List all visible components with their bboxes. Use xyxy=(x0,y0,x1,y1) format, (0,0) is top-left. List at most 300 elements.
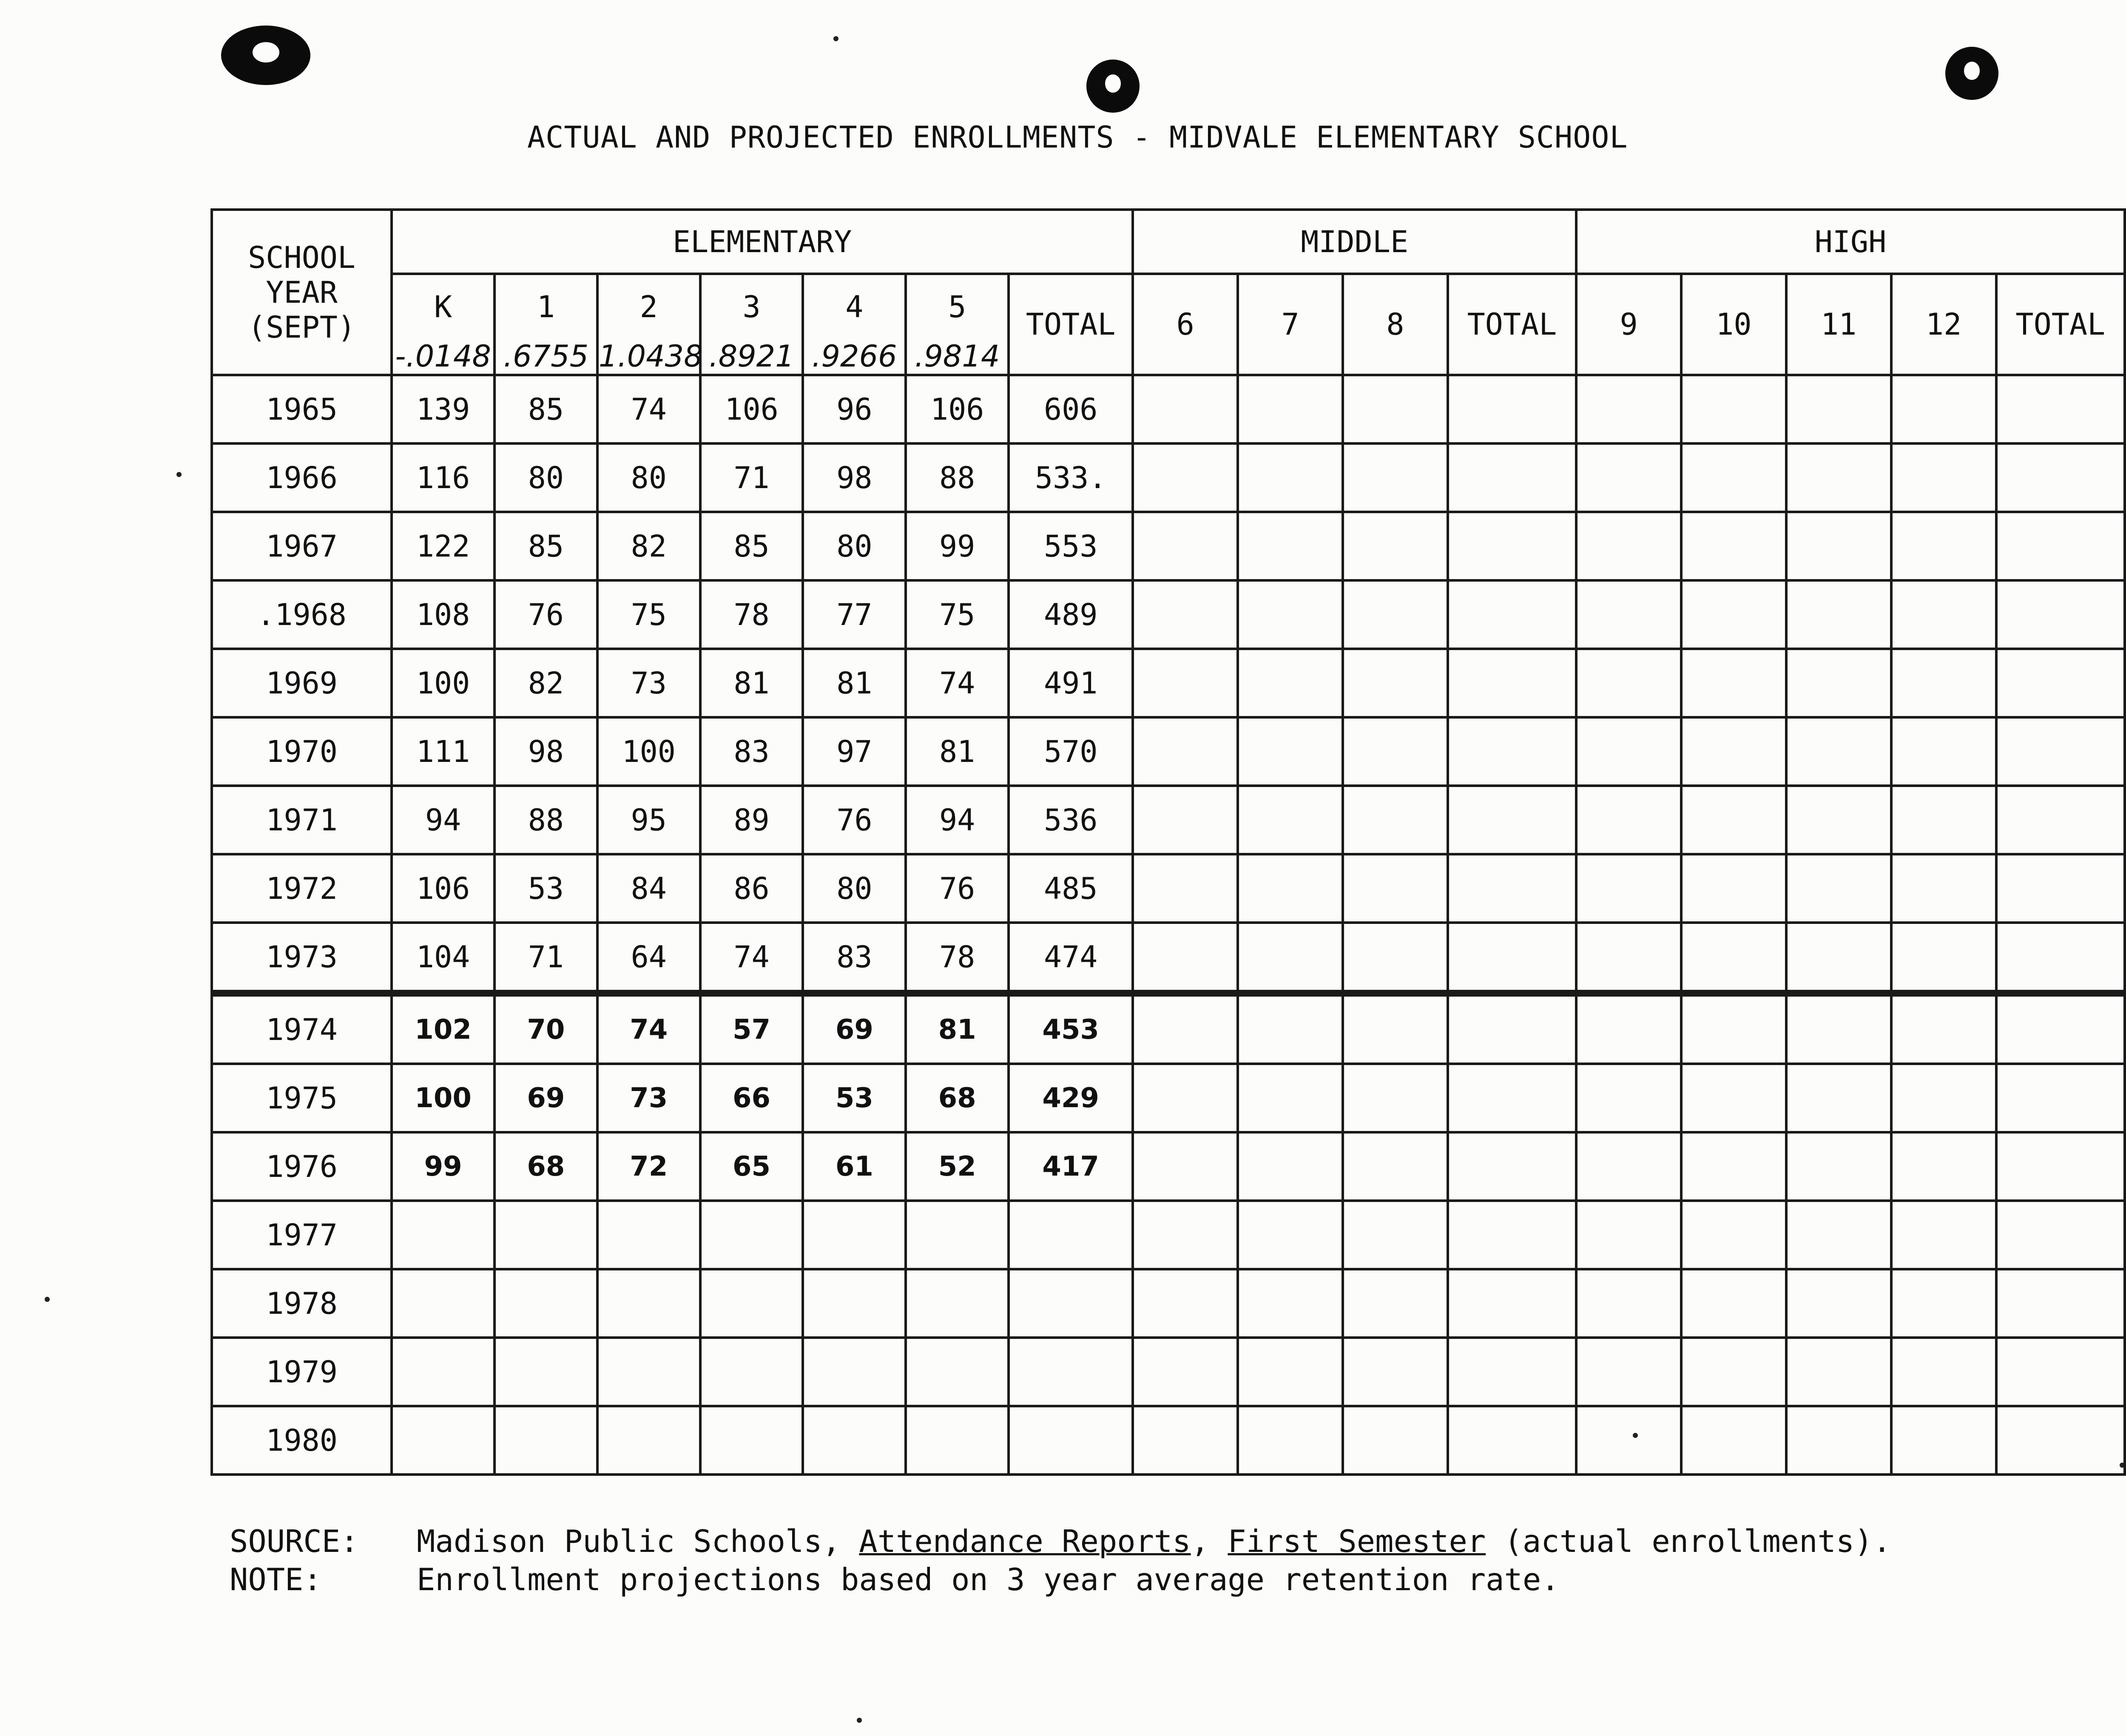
enrollment-cell-grade-3 xyxy=(700,1269,803,1338)
enrollment-cell-grade-10 xyxy=(1681,923,1786,993)
school-year-cell: 1971 xyxy=(212,786,392,854)
source-report-name: Attendance Reports xyxy=(859,1523,1191,1559)
school-year-cell: 1969 xyxy=(212,649,392,717)
enrollment-cell-middle-total xyxy=(1448,1201,1576,1269)
enrollment-cell-grade-11 xyxy=(1786,1064,1891,1132)
enrollment-cell-grade-5 xyxy=(906,1406,1009,1475)
enrollment-cell-grade-6 xyxy=(1133,375,1238,443)
col-header-grade-5: 5 xyxy=(906,274,1009,339)
enrollment-cell-grade-6 xyxy=(1133,443,1238,512)
enrollment-cell-grade-7 xyxy=(1238,512,1343,580)
enrollment-cell-grade-7 xyxy=(1238,443,1343,512)
enrollment-cell-elementary-total xyxy=(1009,1406,1133,1475)
enrollment-cell-grade-7 xyxy=(1238,1269,1343,1338)
enrollment-cell-elementary-total: 570 xyxy=(1009,717,1133,786)
enrollment-cell-grade-12 xyxy=(1891,786,1996,854)
enrollment-cell-grade-9 xyxy=(1576,1064,1681,1132)
school-year-cell: 1973 xyxy=(212,923,392,993)
enrollment-cell-grade-11 xyxy=(1786,1406,1891,1475)
enrollment-cell-grade-4: 76 xyxy=(803,786,906,854)
enrollment-cell-k: 111 xyxy=(392,717,495,786)
enrollment-cell-grade-4: 80 xyxy=(803,854,906,923)
enrollment-cell-grade-9 xyxy=(1576,854,1681,923)
enrollment-cell-grade-5 xyxy=(906,1269,1009,1338)
enrollment-cell-high-total xyxy=(1996,786,2125,854)
enrollment-cell-k xyxy=(392,1269,495,1338)
note-text: Enrollment projections based on 3 year average retention rate. xyxy=(417,1562,1560,1597)
source-line xyxy=(230,1522,1891,1560)
enrollment-cell-grade-1 xyxy=(495,1338,597,1406)
enrollment-cell-grade-10 xyxy=(1681,717,1786,786)
col-header-grade-4: 4 xyxy=(803,274,906,339)
enrollment-cell-grade-1: 68 xyxy=(495,1132,597,1201)
enrollment-cell-grade-3: 78 xyxy=(700,580,803,649)
enrollment-cell-grade-6 xyxy=(1133,1338,1238,1406)
punch-hole-left xyxy=(221,26,310,85)
enrollment-cell-grade-1: 98 xyxy=(495,717,597,786)
enrollment-cell-grade-9 xyxy=(1576,923,1681,993)
enrollment-cell-k: 94 xyxy=(392,786,495,854)
enrollment-cell-grade-6 xyxy=(1133,1269,1238,1338)
enrollment-cell-grade-4 xyxy=(803,1201,906,1269)
middle-group-header: MIDDLE xyxy=(1133,210,1576,274)
enrollment-cell-grade-4: 96 xyxy=(803,375,906,443)
table-row xyxy=(212,717,2125,786)
table-row xyxy=(212,649,2125,717)
enrollment-cell-grade-10 xyxy=(1681,854,1786,923)
enrollment-cell-grade-8 xyxy=(1343,993,1448,1064)
enrollment-cell-grade-12 xyxy=(1891,512,1996,580)
enrollment-cell-grade-11 xyxy=(1786,512,1891,580)
enrollment-cell-grade-10 xyxy=(1681,1132,1786,1201)
enrollment-cell-grade-3: 71 xyxy=(700,443,803,512)
col-header-grade-6: 6 xyxy=(1133,274,1238,375)
table-row xyxy=(212,1269,2125,1338)
enrollment-cell-middle-total xyxy=(1448,375,1576,443)
enrollment-cell-grade-6 xyxy=(1133,923,1238,993)
enrollment-cell-grade-10 xyxy=(1681,580,1786,649)
table-row xyxy=(212,786,2125,854)
enrollment-cell-grade-8 xyxy=(1343,786,1448,854)
enrollment-cell-grade-12 xyxy=(1891,649,1996,717)
enrollment-cell-grade-3 xyxy=(700,1338,803,1406)
speck xyxy=(857,1718,862,1723)
enrollment-cell-grade-11 xyxy=(1786,854,1891,923)
enrollment-cell-grade-11 xyxy=(1786,1269,1891,1338)
enrollment-cell-grade-2 xyxy=(597,1406,700,1475)
enrollment-cell-grade-8 xyxy=(1343,1269,1448,1338)
enrollment-cell-grade-2 xyxy=(597,1338,700,1406)
enrollment-cell-elementary-total xyxy=(1009,1201,1133,1269)
enrollment-table-body xyxy=(212,375,2125,1475)
enrollment-cell-grade-6 xyxy=(1133,649,1238,717)
school-year-cell: 1965 xyxy=(212,375,392,443)
enrollment-cell-k: 116 xyxy=(392,443,495,512)
enrollment-cell-middle-total xyxy=(1448,854,1576,923)
enrollment-cell-grade-4: 53 xyxy=(803,1064,906,1132)
enrollment-cell-grade-2: 75 xyxy=(597,580,700,649)
enrollment-cell-grade-4: 81 xyxy=(803,649,906,717)
enrollment-cell-grade-12 xyxy=(1891,993,1996,1064)
enrollment-cell-grade-4: 83 xyxy=(803,923,906,993)
enrollment-cell-high-total xyxy=(1996,854,2125,923)
enrollment-cell-k xyxy=(392,1201,495,1269)
enrollment-cell-grade-3: 86 xyxy=(700,854,803,923)
enrollment-cell-grade-3: 66 xyxy=(700,1064,803,1132)
enrollment-cell-grade-9 xyxy=(1576,1269,1681,1338)
enrollment-cell-middle-total xyxy=(1448,1132,1576,1201)
enrollment-cell-grade-7 xyxy=(1238,1338,1343,1406)
enrollment-cell-k: 139 xyxy=(392,375,495,443)
school-year-header xyxy=(212,210,392,375)
enrollment-cell-grade-6 xyxy=(1133,854,1238,923)
speck xyxy=(176,472,182,477)
enrollment-cell-grade-10 xyxy=(1681,649,1786,717)
enrollment-cell-grade-11 xyxy=(1786,717,1891,786)
enrollment-cell-grade-5: 68 xyxy=(906,1064,1009,1132)
enrollment-cell-grade-12 xyxy=(1891,923,1996,993)
enrollment-cell-grade-1: 85 xyxy=(495,375,597,443)
enrollment-cell-grade-5: 81 xyxy=(906,993,1009,1064)
enrollment-cell-grade-8 xyxy=(1343,443,1448,512)
school-year-cell: 1975 xyxy=(212,1064,392,1132)
enrollment-cell-grade-9 xyxy=(1576,443,1681,512)
enrollment-cell-grade-12 xyxy=(1891,580,1996,649)
table-footer xyxy=(230,1522,1891,1599)
retention-rate-grade-5: .9814 xyxy=(906,339,1009,375)
enrollment-cell-grade-9 xyxy=(1576,717,1681,786)
enrollment-cell-grade-5 xyxy=(906,1338,1009,1406)
col-header-grade-10: 10 xyxy=(1681,274,1786,375)
enrollment-cell-grade-6 xyxy=(1133,580,1238,649)
enrollment-cell-grade-11 xyxy=(1786,923,1891,993)
enrollment-cell-grade-10 xyxy=(1681,1406,1786,1475)
school-year-cell: 1966 xyxy=(212,443,392,512)
table-row xyxy=(212,1338,2125,1406)
enrollment-cell-grade-8 xyxy=(1343,649,1448,717)
enrollment-cell-grade-1: 88 xyxy=(495,786,597,854)
enrollment-cell-grade-1 xyxy=(495,1269,597,1338)
enrollment-cell-middle-total xyxy=(1448,1269,1576,1338)
page-title: ACTUAL AND PROJECTED ENROLLMENTS - MIDVALE ELEMENTARY SCHOOL xyxy=(527,120,1628,155)
speck xyxy=(833,36,838,41)
enrollment-cell-grade-10 xyxy=(1681,1201,1786,1269)
enrollment-cell-grade-11 xyxy=(1786,443,1891,512)
enrollment-cell-grade-10 xyxy=(1681,512,1786,580)
school-year-cell: 1972 xyxy=(212,854,392,923)
table-row xyxy=(212,375,2125,443)
enrollment-cell-elementary-total: 489 xyxy=(1009,580,1133,649)
enrollment-cell-grade-2: 95 xyxy=(597,786,700,854)
high-group-header: HIGH xyxy=(1576,210,2125,274)
enrollment-cell-grade-8 xyxy=(1343,1338,1448,1406)
col-header-grade-1: 1 xyxy=(495,274,597,339)
enrollment-cell-grade-4: 77 xyxy=(803,580,906,649)
enrollment-cell-elementary-total: 474 xyxy=(1009,923,1133,993)
enrollment-cell-high-total xyxy=(1996,1064,2125,1132)
enrollment-cell-k: 99 xyxy=(392,1132,495,1201)
col-header-k: K xyxy=(392,274,495,339)
enrollment-cell-middle-total xyxy=(1448,786,1576,854)
enrollment-cell-grade-1 xyxy=(495,1201,597,1269)
enrollment-cell-high-total xyxy=(1996,649,2125,717)
table-row xyxy=(212,923,2125,993)
enrollment-cell-grade-5: 94 xyxy=(906,786,1009,854)
enrollment-cell-grade-5: 74 xyxy=(906,649,1009,717)
enrollment-cell-grade-7 xyxy=(1238,580,1343,649)
enrollment-cell-high-total xyxy=(1996,1201,2125,1269)
enrollment-cell-middle-total xyxy=(1448,1406,1576,1475)
enrollment-cell-middle-total xyxy=(1448,512,1576,580)
table-row xyxy=(212,512,2125,580)
enrollment-cell-grade-9 xyxy=(1576,993,1681,1064)
enrollment-cell-grade-1: 85 xyxy=(495,512,597,580)
school-year-header-line-1: SCHOOL xyxy=(248,240,356,275)
enrollment-cell-elementary-total: 606 xyxy=(1009,375,1133,443)
enrollment-cell-grade-3 xyxy=(700,1406,803,1475)
enrollment-cell-grade-3: 83 xyxy=(700,717,803,786)
enrollment-cell-middle-total xyxy=(1448,580,1576,649)
school-year-header-line-3: (SEPT) xyxy=(248,310,356,345)
table-row xyxy=(212,1132,2125,1201)
enrollment-cell-grade-4 xyxy=(803,1406,906,1475)
enrollment-cell-grade-12 xyxy=(1891,717,1996,786)
enrollment-cell-k: 108 xyxy=(392,580,495,649)
col-header-middle-total: TOTAL xyxy=(1448,274,1576,375)
enrollment-cell-elementary-total: 485 xyxy=(1009,854,1133,923)
enrollment-cell-grade-3: 89 xyxy=(700,786,803,854)
retention-rate-grade-3: .8921 xyxy=(700,339,803,375)
enrollment-cell-grade-12 xyxy=(1891,1338,1996,1406)
enrollment-cell-grade-9 xyxy=(1576,1132,1681,1201)
enrollment-cell-grade-3 xyxy=(700,1201,803,1269)
enrollment-cell-k: 100 xyxy=(392,649,495,717)
enrollment-cell-k: 100 xyxy=(392,1064,495,1132)
speck xyxy=(45,1297,50,1302)
enrollment-cell-grade-10 xyxy=(1681,786,1786,854)
enrollment-cell-grade-10 xyxy=(1681,1338,1786,1406)
enrollment-cell-grade-8 xyxy=(1343,1064,1448,1132)
note-label: NOTE: xyxy=(230,1562,322,1597)
source-label: SOURCE: xyxy=(230,1523,359,1559)
enrollment-cell-k: 102 xyxy=(392,993,495,1064)
table-row xyxy=(212,993,2125,1064)
enrollment-cell-grade-5: 106 xyxy=(906,375,1009,443)
enrollment-cell-grade-5: 99 xyxy=(906,512,1009,580)
enrollment-cell-grade-3: 65 xyxy=(700,1132,803,1201)
enrollment-cell-grade-12 xyxy=(1891,1269,1996,1338)
enrollment-cell-grade-10 xyxy=(1681,1269,1786,1338)
enrollment-cell-grade-11 xyxy=(1786,375,1891,443)
enrollment-cell-middle-total xyxy=(1448,1338,1576,1406)
enrollment-cell-grade-8 xyxy=(1343,1132,1448,1201)
enrollment-cell-grade-9 xyxy=(1576,375,1681,443)
enrollment-cell-elementary-total xyxy=(1009,1269,1133,1338)
table-row xyxy=(212,1406,2125,1475)
enrollment-cell-grade-11 xyxy=(1786,580,1891,649)
school-year-cell: 1979 xyxy=(212,1338,392,1406)
table-row xyxy=(212,854,2125,923)
table-row xyxy=(212,1064,2125,1132)
group-header-row xyxy=(212,210,2125,274)
school-year-cell: .1968 xyxy=(212,580,392,649)
col-header-elementary-total: TOTAL xyxy=(1009,274,1133,375)
col-header-grade-11: 11 xyxy=(1786,274,1891,375)
enrollment-cell-grade-7 xyxy=(1238,717,1343,786)
enrollment-cell-grade-8 xyxy=(1343,1406,1448,1475)
enrollment-cell-grade-7 xyxy=(1238,923,1343,993)
enrollment-cell-grade-6 xyxy=(1133,993,1238,1064)
enrollment-cell-grade-8 xyxy=(1343,854,1448,923)
enrollment-cell-middle-total xyxy=(1448,923,1576,993)
enrollment-cell-grade-11 xyxy=(1786,1201,1891,1269)
enrollment-cell-middle-total xyxy=(1448,1064,1576,1132)
enrollment-cell-grade-11 xyxy=(1786,649,1891,717)
enrollment-cell-elementary-total: 553 xyxy=(1009,512,1133,580)
enrollment-cell-k: 106 xyxy=(392,854,495,923)
enrollment-table xyxy=(210,208,2126,1476)
enrollment-cell-grade-11 xyxy=(1786,1338,1891,1406)
enrollment-cell-elementary-total: 429 xyxy=(1009,1064,1133,1132)
source-qualifier: (actual enrollments). xyxy=(1504,1523,1891,1559)
enrollment-cell-grade-3: 74 xyxy=(700,923,803,993)
enrollment-cell-high-total xyxy=(1996,580,2125,649)
enrollment-cell-middle-total xyxy=(1448,717,1576,786)
enrollment-cell-grade-7 xyxy=(1238,1201,1343,1269)
enrollment-cell-grade-9 xyxy=(1576,580,1681,649)
school-year-header-line-2: YEAR xyxy=(266,275,338,310)
enrollment-cell-grade-9 xyxy=(1576,512,1681,580)
enrollment-cell-high-total xyxy=(1996,1406,2125,1475)
enrollment-cell-grade-11 xyxy=(1786,1132,1891,1201)
school-year-cell: 1978 xyxy=(212,1269,392,1338)
enrollment-cell-high-total xyxy=(1996,923,2125,993)
enrollment-cell-elementary-total xyxy=(1009,1338,1133,1406)
col-header-grade-7: 7 xyxy=(1238,274,1343,375)
punch-hole-center xyxy=(1086,60,1140,113)
enrollment-cell-grade-9 xyxy=(1576,1201,1681,1269)
enrollment-cell-grade-2 xyxy=(597,1269,700,1338)
enrollment-cell-grade-7 xyxy=(1238,993,1343,1064)
enrollment-cell-grade-1: 76 xyxy=(495,580,597,649)
enrollment-cell-grade-3: 106 xyxy=(700,375,803,443)
enrollment-cell-grade-7 xyxy=(1238,375,1343,443)
enrollment-cell-grade-2: 74 xyxy=(597,375,700,443)
enrollment-cell-grade-2 xyxy=(597,1201,700,1269)
enrollment-cell-grade-2: 73 xyxy=(597,649,700,717)
school-year-cell: 1977 xyxy=(212,1201,392,1269)
source-semester: First Semester xyxy=(1228,1523,1486,1559)
enrollment-cell-grade-11 xyxy=(1786,786,1891,854)
enrollment-cell-grade-5: 81 xyxy=(906,717,1009,786)
enrollment-cell-elementary-total: 453 xyxy=(1009,993,1133,1064)
enrollment-cell-high-total xyxy=(1996,1269,2125,1338)
enrollment-cell-grade-2: 100 xyxy=(597,717,700,786)
enrollment-cell-grade-1: 53 xyxy=(495,854,597,923)
enrollment-cell-grade-8 xyxy=(1343,923,1448,993)
enrollment-cell-grade-3: 57 xyxy=(700,993,803,1064)
col-header-grade-8: 8 xyxy=(1343,274,1448,375)
enrollment-cell-grade-1: 71 xyxy=(495,923,597,993)
enrollment-cell-grade-2: 80 xyxy=(597,443,700,512)
enrollment-cell-grade-9 xyxy=(1576,1338,1681,1406)
enrollment-cell-grade-8 xyxy=(1343,1201,1448,1269)
enrollment-cell-high-total xyxy=(1996,512,2125,580)
enrollment-cell-grade-2: 82 xyxy=(597,512,700,580)
punch-hole-right xyxy=(1945,47,1998,100)
col-header-grade-12: 12 xyxy=(1891,274,1996,375)
enrollment-cell-grade-7 xyxy=(1238,649,1343,717)
enrollment-cell-grade-3: 81 xyxy=(700,649,803,717)
enrollment-cell-elementary-total: 533. xyxy=(1009,443,1133,512)
school-year-cell: 1980 xyxy=(212,1406,392,1475)
enrollment-cell-grade-2: 74 xyxy=(597,993,700,1064)
enrollment-cell-grade-7 xyxy=(1238,1132,1343,1201)
col-header-grade-9: 9 xyxy=(1576,274,1681,375)
enrollment-cell-high-total xyxy=(1996,375,2125,443)
enrollment-cell-grade-1: 82 xyxy=(495,649,597,717)
enrollment-cell-grade-2: 84 xyxy=(597,854,700,923)
enrollment-cell-grade-2: 73 xyxy=(597,1064,700,1132)
enrollment-cell-grade-5 xyxy=(906,1201,1009,1269)
enrollment-cell-grade-12 xyxy=(1891,1064,1996,1132)
enrollment-cell-grade-1 xyxy=(495,1406,597,1475)
enrollment-cell-grade-10 xyxy=(1681,443,1786,512)
enrollment-cell-grade-2: 72 xyxy=(597,1132,700,1201)
enrollment-cell-high-total xyxy=(1996,993,2125,1064)
enrollment-cell-grade-6 xyxy=(1133,1132,1238,1201)
enrollment-cell-grade-7 xyxy=(1238,1406,1343,1475)
enrollment-cell-elementary-total: 417 xyxy=(1009,1132,1133,1201)
school-year-cell: 1967 xyxy=(212,512,392,580)
table-row xyxy=(212,1201,2125,1269)
source-publisher: Madison Public Schools, xyxy=(417,1523,841,1559)
enrollment-cell-grade-8 xyxy=(1343,512,1448,580)
enrollment-cell-grade-6 xyxy=(1133,1201,1238,1269)
enrollment-cell-k xyxy=(392,1406,495,1475)
enrollment-cell-grade-12 xyxy=(1891,375,1996,443)
enrollment-cell-grade-4: 69 xyxy=(803,993,906,1064)
enrollment-cell-grade-8 xyxy=(1343,580,1448,649)
enrollment-cell-grade-7 xyxy=(1238,854,1343,923)
enrollment-cell-grade-9 xyxy=(1576,1406,1681,1475)
enrollment-cell-grade-6 xyxy=(1133,1064,1238,1132)
enrollment-cell-middle-total xyxy=(1448,443,1576,512)
enrollment-cell-grade-7 xyxy=(1238,1064,1343,1132)
enrollment-cell-k xyxy=(392,1338,495,1406)
enrollment-cell-grade-2: 64 xyxy=(597,923,700,993)
enrollment-cell-elementary-total: 536 xyxy=(1009,786,1133,854)
col-header-high-total: TOTAL xyxy=(1996,274,2125,375)
retention-rate-grade-2: 1.0438 xyxy=(597,339,700,375)
col-header-grade-3: 3 xyxy=(700,274,803,339)
enrollment-cell-high-total xyxy=(1996,1338,2125,1406)
table-row xyxy=(212,580,2125,649)
enrollment-cell-grade-8 xyxy=(1343,717,1448,786)
enrollment-cell-grade-10 xyxy=(1681,1064,1786,1132)
enrollment-cell-grade-4 xyxy=(803,1269,906,1338)
enrollment-cell-grade-4: 97 xyxy=(803,717,906,786)
enrollment-cell-grade-12 xyxy=(1891,443,1996,512)
school-year-cell: 1976 xyxy=(212,1132,392,1201)
source-text xyxy=(417,1522,1891,1560)
enrollment-cell-high-total xyxy=(1996,717,2125,786)
enrollment-cell-grade-4: 61 xyxy=(803,1132,906,1201)
enrollment-cell-grade-5: 88 xyxy=(906,443,1009,512)
enrollment-cell-grade-5: 52 xyxy=(906,1132,1009,1201)
elementary-group-header: ELEMENTARY xyxy=(392,210,1133,274)
col-header-grade-2: 2 xyxy=(597,274,700,339)
